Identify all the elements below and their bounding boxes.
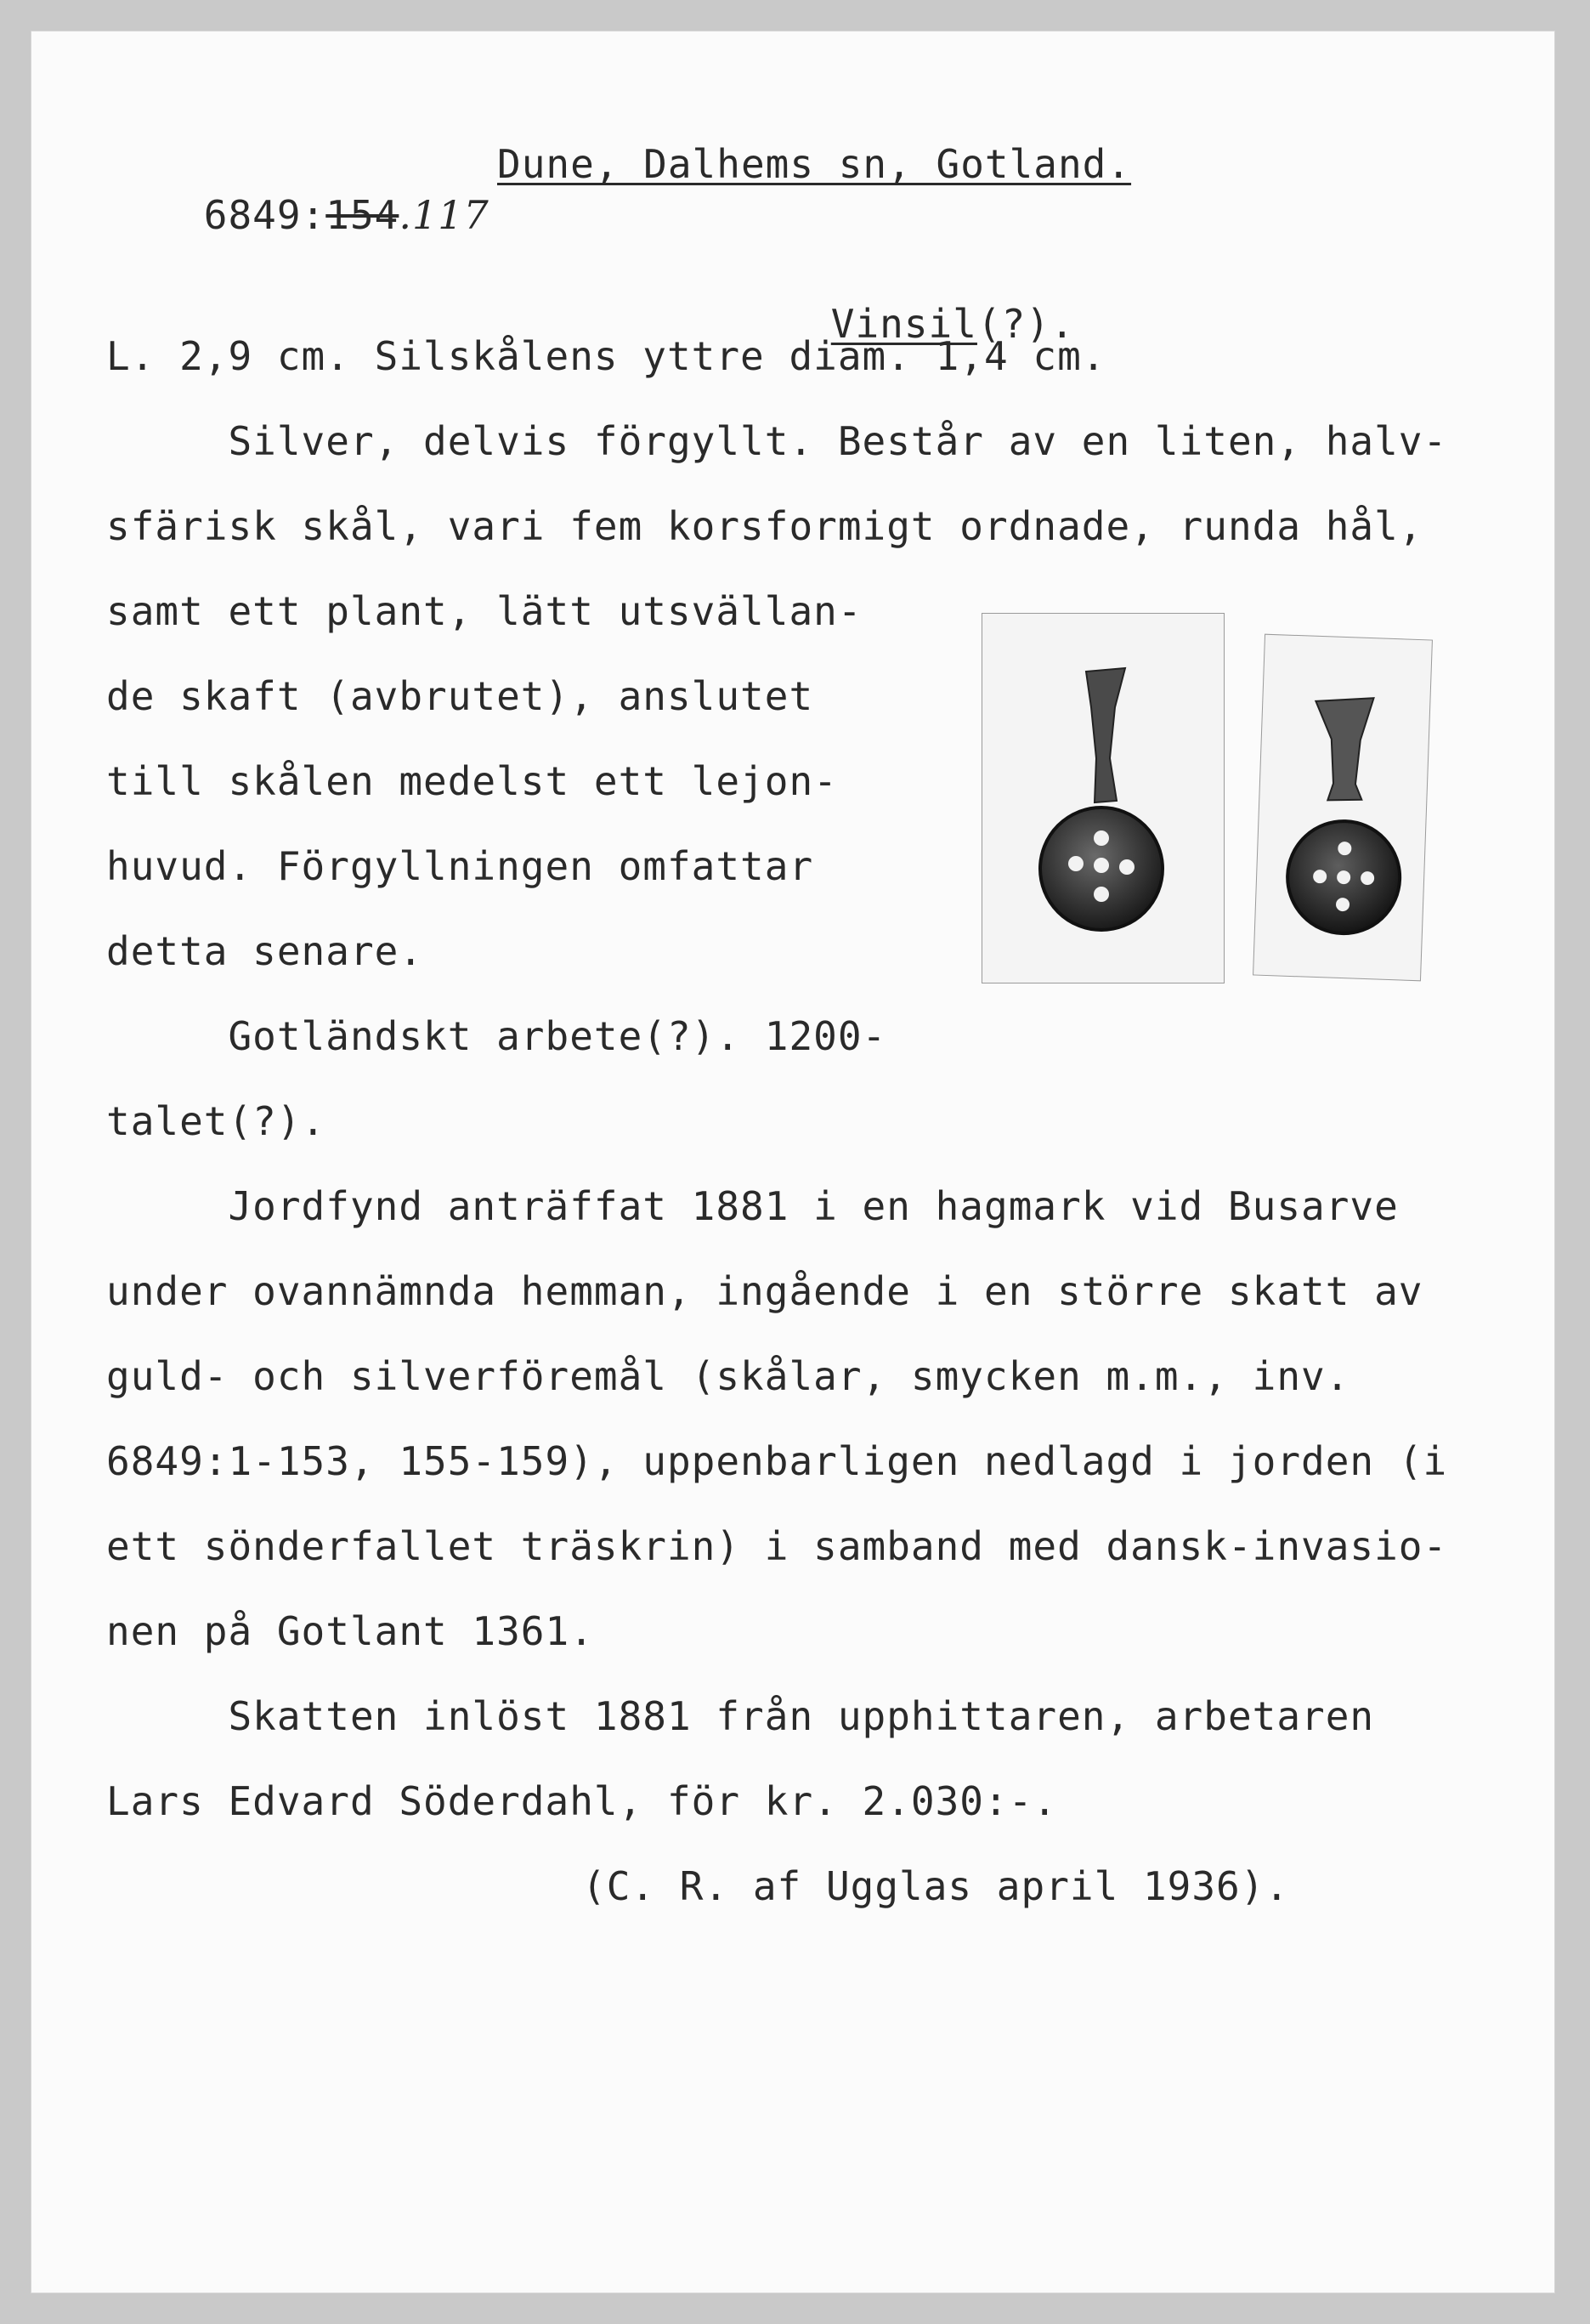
text-line: Silver, delvis förgyllt. Består av en liten, halv- <box>106 418 1448 464</box>
struck-number: 154 <box>325 192 399 238</box>
text-line: 6849:1-153, 155-159), uppenbarligen nedlagd i jorden (i <box>106 1438 1448 1484</box>
text-line: nen på Gotlant 1361. <box>106 1608 594 1654</box>
text-line: de skaft (avbrutet), anslutet <box>106 673 814 719</box>
inventory-number: 6849:154.117 <box>203 192 489 238</box>
measurements: L. 2,9 cm. Silskålens yttre diam. 1,4 cm. <box>106 333 1106 379</box>
text-line: ett sönderfallet träskrin) i samband med dansk-invasio- <box>106 1523 1448 1569</box>
text-line: talet(?). <box>106 1098 326 1144</box>
object-photo-front <box>982 613 1225 983</box>
text-line: detta senare. <box>106 928 424 974</box>
text-line: guld- och silverföremål (skålar, smycken m.m., inv. <box>106 1353 1350 1399</box>
find-location: Dune, Dalhems sn, Gotland. <box>497 141 1132 187</box>
text-line: samt ett plant, lätt utsvällan- <box>106 588 863 634</box>
text-line: huvud. Förgyllningen omfattar <box>106 843 814 889</box>
catalog-card <box>31 31 1555 2293</box>
strainer-spoon-icon <box>982 614 1224 983</box>
text-line: sfärisk skål, vari fem korsformigt ordnade, runda hål, <box>106 503 1423 549</box>
text-line: Gotländskt arbete(?). 1200- <box>106 1013 887 1059</box>
text-line: till skålen medelst ett lejon- <box>106 758 838 804</box>
object-photo-back <box>1253 634 1433 982</box>
object-title: Vinsil(?). <box>830 301 1075 347</box>
text-line: Skatten inlöst 1881 från upphittaren, arbetaren <box>106 1693 1375 1739</box>
strainer-spoon-icon <box>1253 635 1432 981</box>
handwritten-number: .117 <box>399 192 489 238</box>
signature-line: (C. R. af Ugglas april 1936). <box>582 1863 1290 1909</box>
text-line: under ovannämnda hemman, ingående i en större skatt av <box>106 1268 1423 1314</box>
text-line: Jordfynd anträffat 1881 i en hagmark vid Busarve <box>106 1183 1399 1229</box>
text-line: Lars Edvard Söderdahl, för kr. 2.030:-. <box>106 1778 1058 1824</box>
